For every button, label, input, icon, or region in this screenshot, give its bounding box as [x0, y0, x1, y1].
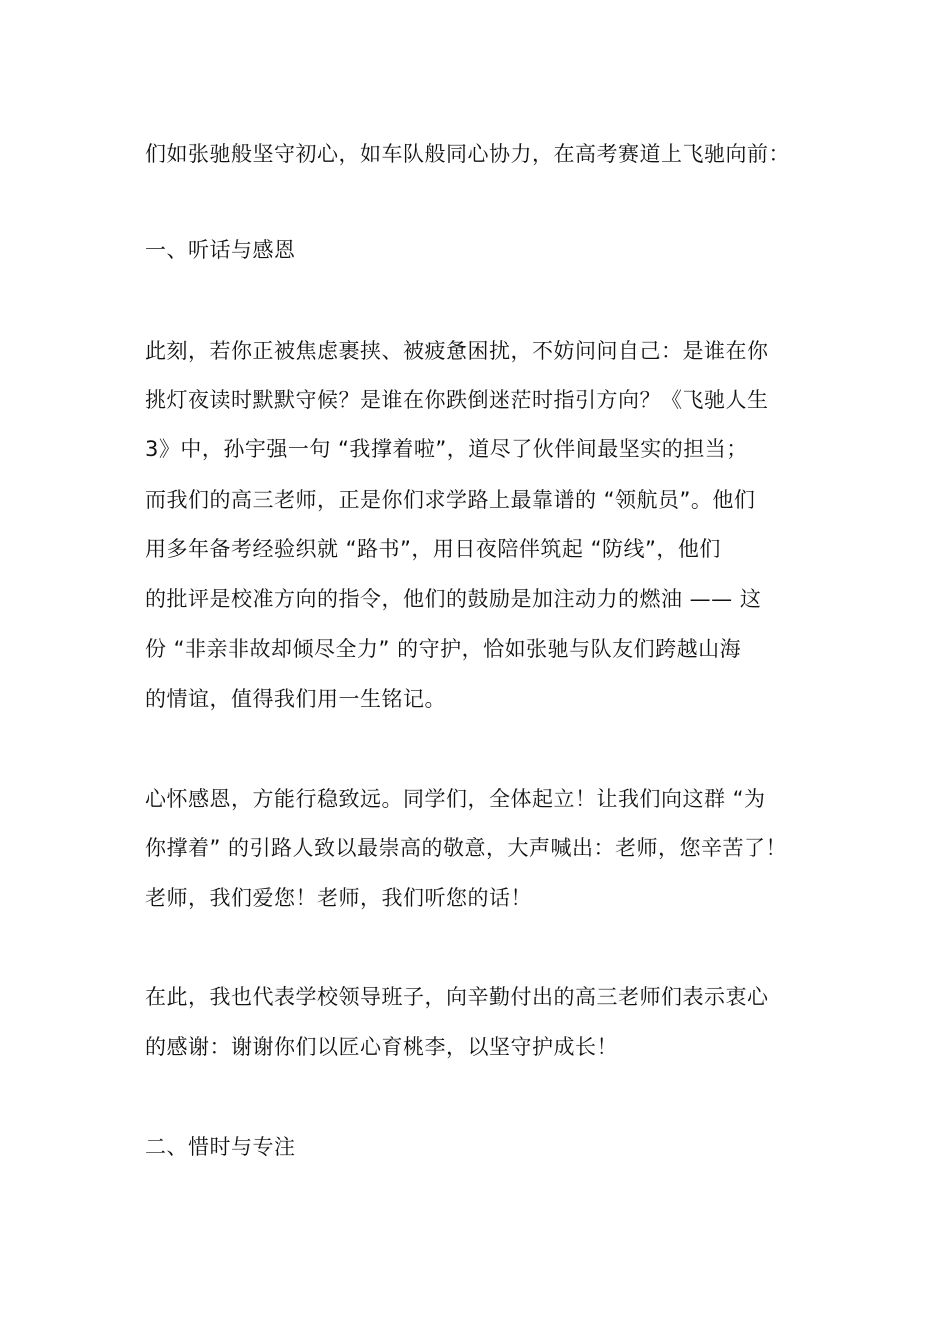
text-line: 的批评是校准方向的指令，他们的鼓励是加注动力的燃油 —— 这	[145, 587, 762, 611]
text-line: 在此，我也代表学校领导班子，向辛勤付出的高三老师们表示衷心	[145, 985, 769, 1009]
text-line: 3》中，孙宇强一句 “我撑着啦”，道尽了伙伴间最坚实的担当；	[145, 437, 748, 461]
text-line: 们如张驰般坚守初心，如车队般同心协力，在高考赛道上飞驰向前：	[145, 142, 790, 166]
text-line: 用多年备考经验织就 “路书”，用日夜陪伴筑起 “防线”，他们	[145, 537, 721, 561]
section-heading-1: 一、听话与感恩	[145, 238, 296, 262]
section-heading-2: 二、惜时与专注	[145, 1135, 296, 1159]
text-line: 而我们的高三老师，正是你们求学路上最靠谱的 “领航员”。他们	[145, 488, 756, 512]
text-line: 挑灯夜读时默默守候？是谁在你跌倒迷茫时指引方向？《飞驰人生	[145, 388, 769, 412]
text-line: 的感谢：谢谢你们以匠心育桃李，以坚守护成长！	[145, 1035, 618, 1059]
text-line: 份 “非亲非故却倾尽全力” 的守护，恰如张驰与队友们跨越山海	[145, 637, 742, 661]
text-line: 此刻，若你正被焦虑裹挟、被疲惫困扰，不妨问问自己：是谁在你	[145, 339, 769, 363]
text-line: 你撑着” 的引路人致以最崇高的敬意，大声喊出：老师，您辛苦了！	[145, 836, 788, 860]
text-line: 的情谊，值得我们用一生铭记。	[145, 687, 446, 711]
text-line: 老师，我们爱您！老师，我们听您的话！	[145, 886, 532, 910]
text-line: 心怀感恩，方能行稳致远。同学们，全体起立！让我们向这群 “为	[145, 787, 766, 811]
